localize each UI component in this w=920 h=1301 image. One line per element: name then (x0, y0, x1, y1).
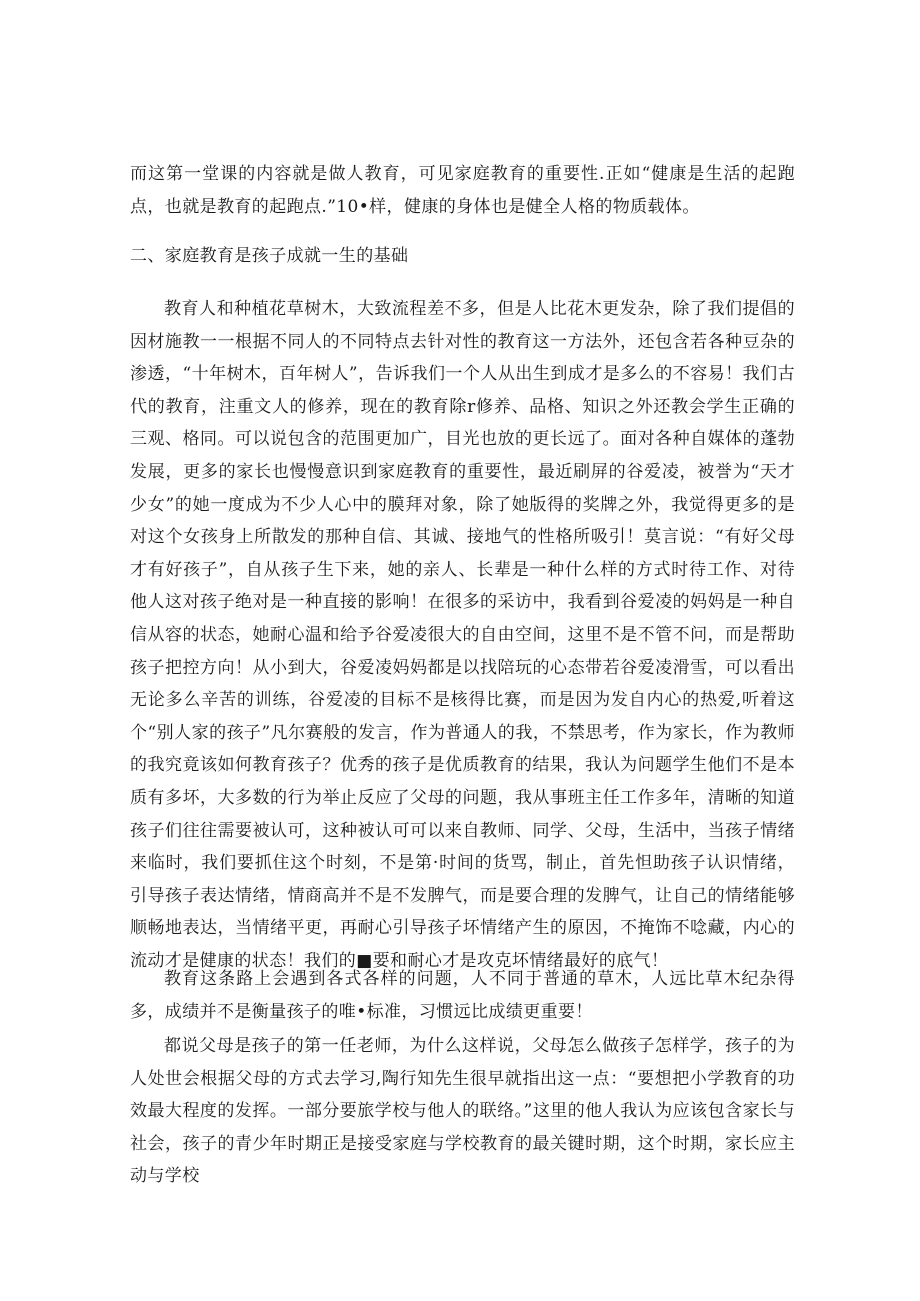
section-heading: 二、家庭教育是孩子成就一生的基础 (130, 246, 409, 266)
paragraph-intro-continuation: 而这第一堂课的内容就是做人教育，可见家庭教育的重要性.正如“健康是生活的起跑点，也就是教育的起跑点.”10•样，健康的身体也是健全人格的物质载体。 (130, 164, 795, 217)
paragraph-habits-over-grades: 教育这条路上会遇到各式各样的问题，人不同于普通的草木，人远比草木纪杂得多，成绩并不是衡量孩子的唯•标准，习惯远比成绩更重要！ (130, 969, 795, 1022)
paragraph-parents-first-teachers: 都说父母是孩子的第一任老师，为什么这样说，父母怎么做孩子怎样学，孩子的为人处世会根据父母的方式去学习,陶行知先生很早就指出这一点：“要想把小学教育的功效最大程度的发挥。一部分要旅学校与他人的联络。”这里的他人我认为应该包含家长与社会，孩子的青少年时期正是接受家庭与学校教育的最关键时期，这个时期，家长应主动与学校 (130, 1036, 795, 1187)
paragraph-education-like-planting: 教育人和种植花草树木，大致流程差不多，但是人比花木更发杂，除了我们提倡的因材施教一一根据不同人的不同特点去针对性的教育这一方法外，还包含若各种豆杂的渗透，“十年树木，百年树人”，告诉我们一个人从出生到成才是多么的不容易！我们古代的教育，注重文人的修养，现在的教育除r修养、品格、知识之外还教会学生正确的三观、格同。可以说包含的范围更加广，目光也放的更长远了。面对各种自媒体的蓬勃发展，更多的家长也慢慢意识到家庭教育的重要性，最近刷屏的谷爱凌，被誉为“天才少女”的她一度成为不少人心中的膜拜对象，除了她版得的奖牌之外，我觉得更多的是对这个女孩身上所散发的那种自信、其诚、接地气的性格所吸引！莫言说：“有好父母才有好孩子”，自从孩子生下来，她的亲人、长辈是一种什么样的方式时待工作、对待他人这对孩子绝对是一种直接的影响！在很多的采访中，我看到谷爱凌的妈妈是一种自信从容的状态，她耐心温和给予谷爱凌很大的自由空间，这里不是不管不问，而是帮助孩子把控方向！从小到大，谷爱凌妈妈都是以找陪玩的心态带若谷爱凌滑雪，可以看出无论多么辛苦的训练，谷爱凌的目标不是核得比赛，而是因为发自内心的热爱,听着这个“别人家的孩子”凡尔赛般的发言，作为普通人的我，不禁思考，作为家长，作为教师的我究竟该如何教育孩子？优秀的孩子是优质教育的结果，我认为问题学生他们不是本质有多坏，大多数的行为举止反应了父母的问题，我从事班主任工作多年，清晰的知道孩子们往往需要被认可，这种被认可可以来自教师、同学、父母，生活中，当孩子情绪来临时，我们要抓住这个时刻，不是第·时间的货骂，制止，首先怛助孩子认识情绪，引导孩子表达情绪，情商高并不是不发脾气，而是要合理的发脾气，让自己的情绪能够顺畅地表达，当情绪平更，再耐心引导孩子坏情绪产生的原因，不掩饰不唸藏，内心的流动才是健康的状态！我们的■要和耐心才是攻克坏情绪最好的底气！ (130, 299, 795, 971)
